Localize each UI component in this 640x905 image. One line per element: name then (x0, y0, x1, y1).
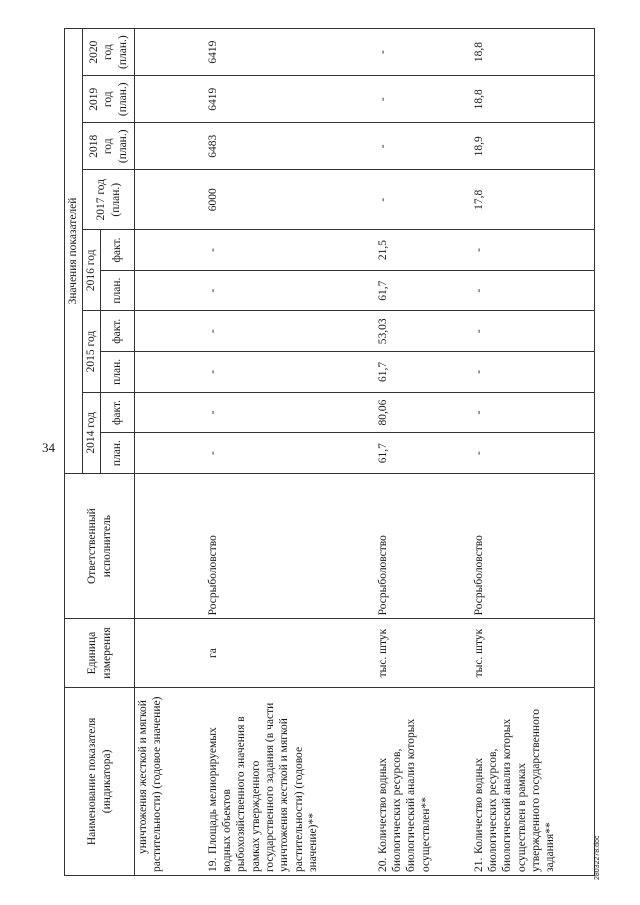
cell-value: 18,8 (471, 29, 595, 76)
cell-value: - (205, 352, 375, 393)
cell-value: 61,7 (375, 433, 471, 474)
cell-value: - (375, 123, 471, 170)
cell-value: - (205, 311, 375, 352)
page-number: 34 (42, 440, 55, 455)
cell-value: 6000 (205, 170, 375, 230)
cell-value: 6419 (205, 76, 375, 123)
row-name: 21.Количество водных биологических ресурсов, биологический анализ которых осуществлен в рамках утвержденного государственного задания** (471, 687, 595, 875)
cell-value: - (205, 392, 375, 433)
row-responsible: Росрыболовство (471, 473, 595, 618)
col-header-fact: факт. (101, 392, 135, 433)
col-header-plan: план. (101, 270, 135, 311)
col-header-2015: 2015 год (83, 311, 101, 392)
cell-value: - (471, 270, 595, 311)
col-header-fact: факт. (101, 311, 135, 352)
cell-value: 18,8 (471, 76, 595, 123)
col-header-2019: 2019 год (план.) (83, 76, 135, 123)
row-name: 20.Количество водных биологических ресурсов, биологический анализ которых осуществлен** (375, 687, 471, 875)
col-header-name: Наименование показателя (индикатора) (65, 687, 135, 875)
cell-value: - (205, 230, 375, 271)
col-header-2020: 2020 год (план.) (83, 29, 135, 76)
col-header-2014: 2014 год (83, 392, 101, 473)
col-header-values: Значения показателей (65, 29, 83, 474)
cell-value: 53,03 (375, 311, 471, 352)
row-name: 19.Площадь мелиорируемых водных объектов рыбохозяйственного значения в рамках утвержденного государственного задания (в части уничтожения жесткой и мягкой растительности) (годовое значение)** (205, 687, 375, 875)
row-unit: га (205, 619, 375, 687)
cell-value: - (471, 352, 595, 393)
row-unit: тыс. штук (375, 619, 471, 687)
cell-value: 80,06 (375, 392, 471, 433)
col-header-unit: Единица измерения (65, 619, 135, 687)
row-unit: тыс. штук (471, 619, 595, 687)
continuation-text: уничтожения жесткой и мягкой растительности) (годовое значение) (135, 687, 205, 875)
table-row (375, 29, 471, 876)
cell-value: - (205, 433, 375, 474)
col-header-plan: план. (101, 433, 135, 474)
footer-filename: 28032278.doc (594, 835, 601, 880)
cell-value: 61,7 (375, 270, 471, 311)
col-header-2018: 2018 год (план.) (83, 123, 135, 170)
cell-value: 17,8 (471, 170, 595, 230)
cell-value: - (471, 230, 595, 271)
cell-value: 18,9 (471, 123, 595, 170)
cell-value: - (471, 433, 595, 474)
table-row (205, 29, 375, 876)
cell-value: 6419 (205, 29, 375, 76)
cell-value: - (375, 29, 471, 76)
cell-value: - (375, 76, 471, 123)
rotated-table-sheet (64, 28, 624, 876)
cell-value: 61,7 (375, 352, 471, 393)
cell-value: - (471, 311, 595, 352)
table-row (471, 29, 595, 876)
col-header-2017: 2017 год (план.) (83, 170, 135, 230)
cell-value: - (471, 392, 595, 433)
cell-value: 6483 (205, 123, 375, 170)
col-header-2016: 2016 год (83, 230, 101, 311)
cell-value: - (375, 170, 471, 230)
row-responsible: Росрыболовство (375, 473, 471, 618)
col-header-responsible: Ответственный исполнитель (65, 473, 135, 618)
cell-value: - (205, 270, 375, 311)
row-responsible: Росрыболовство (205, 473, 375, 618)
indicators-table (64, 28, 595, 876)
cell-value: 21,5 (375, 230, 471, 271)
col-header-fact: факт. (101, 230, 135, 271)
col-header-plan: план. (101, 352, 135, 393)
